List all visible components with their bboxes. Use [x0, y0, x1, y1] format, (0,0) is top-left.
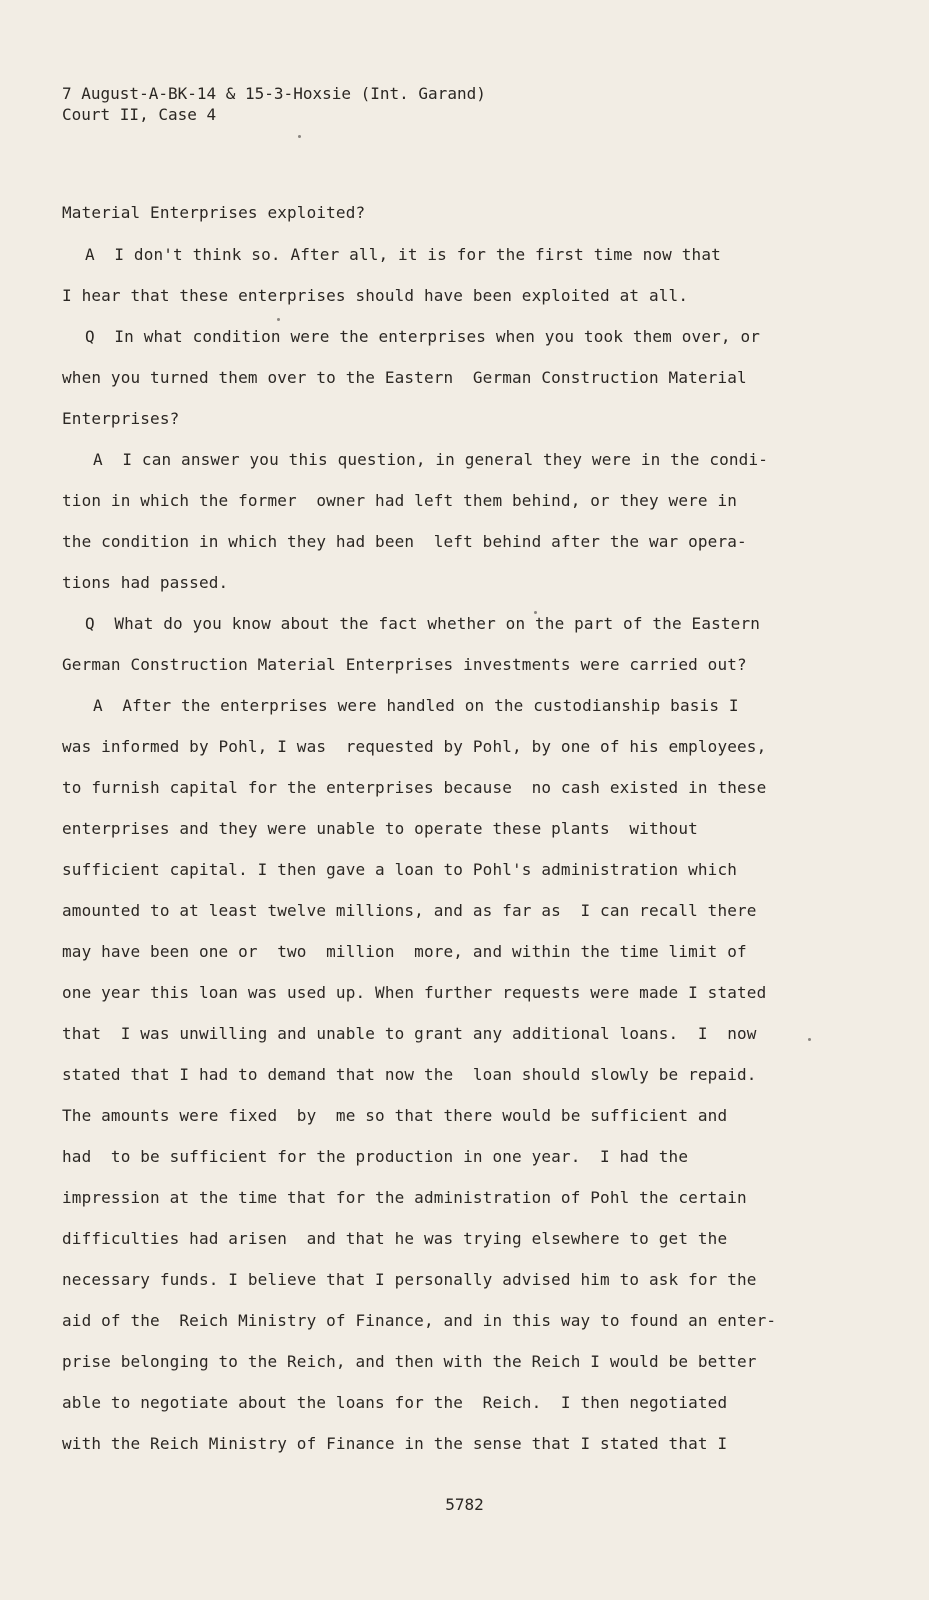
- text-line: stated that I had to demand that now the loan should slowly be repaid.: [62, 1065, 757, 1084]
- text-line: Q In what condition were the enterprises when you took them over, or: [85, 327, 761, 346]
- text-line: sufficient capital. I then gave a loan to Pohl's administration which: [62, 860, 738, 879]
- text-line: to furnish capital for the enterprises because no cash existed in these: [62, 778, 767, 797]
- paper-speck: [808, 1038, 811, 1041]
- paper-speck: [298, 135, 301, 138]
- text-line: difficulties had arisen and that he was trying elsewhere to get the: [62, 1229, 728, 1248]
- paper-speck: [277, 318, 280, 321]
- text-line: when you turned them over to the Eastern German Construction Material: [62, 368, 747, 387]
- text-line: prise belonging to the Reich, and then with the Reich I would be better: [62, 1352, 757, 1371]
- text-line: necessary funds. I believe that I personally advised him to ask for the: [62, 1270, 757, 1289]
- text-line: tions had passed.: [62, 573, 229, 592]
- text-line: A After the enterprises were handled on the custodianship basis I: [93, 696, 739, 715]
- header-block: [62, 83, 486, 125]
- text-line: may have been one or two million more, and within the time limit of: [62, 942, 747, 961]
- text-line: A I can answer you this question, in general they were in the condi-: [93, 450, 769, 469]
- text-line: Q What do you know about the fact whether on the part of the Eastern: [85, 614, 761, 633]
- text-line: aid of the Reich Ministry of Finance, and in this way to found an enter-: [62, 1311, 777, 1330]
- text-line: able to negotiate about the loans for the Reich. I then negotiated: [62, 1393, 728, 1412]
- text-line: one year this loan was used up. When further requests were made I stated: [62, 983, 767, 1002]
- text-line: A I don't think so. After all, it is for the first time now that: [85, 245, 721, 264]
- text-line: enterprises and they were unable to operate these plants without: [62, 819, 698, 838]
- text-line: impression at the time that for the administration of Pohl the certain: [62, 1188, 747, 1207]
- header-line-1: 7 August-A-BK-14 & 15-3-Hoxsie (Int. Garand): [62, 84, 486, 103]
- text-line: was informed by Pohl, I was requested by Pohl, by one of his employees,: [62, 737, 767, 756]
- text-line: that I was unwilling and unable to grant any additional loans. I now: [62, 1024, 757, 1043]
- header-line-2: Court II, Case 4: [62, 105, 217, 124]
- page-number: 5782: [445, 1495, 484, 1514]
- text-line: tion in which the former owner had left them behind, or they were in: [62, 491, 738, 510]
- text-line: Material Enterprises exploited?: [62, 203, 366, 222]
- text-line: had to be sufficient for the production in one year. I had the: [62, 1147, 689, 1166]
- paper-speck: [534, 611, 537, 614]
- text-line: with the Reich Ministry of Finance in the sense that I stated that I: [62, 1434, 728, 1453]
- text-line: amounted to at least twelve millions, and as far as I can recall there: [62, 901, 757, 920]
- text-line: the condition in which they had been left behind after the war opera-: [62, 532, 747, 551]
- text-line: The amounts were fixed by me so that there would be sufficient and: [62, 1106, 728, 1125]
- text-line: Enterprises?: [62, 409, 180, 428]
- text-line: I hear that these enterprises should have been exploited at all.: [62, 286, 689, 305]
- text-line: German Construction Material Enterprises investments were carried out?: [62, 655, 747, 674]
